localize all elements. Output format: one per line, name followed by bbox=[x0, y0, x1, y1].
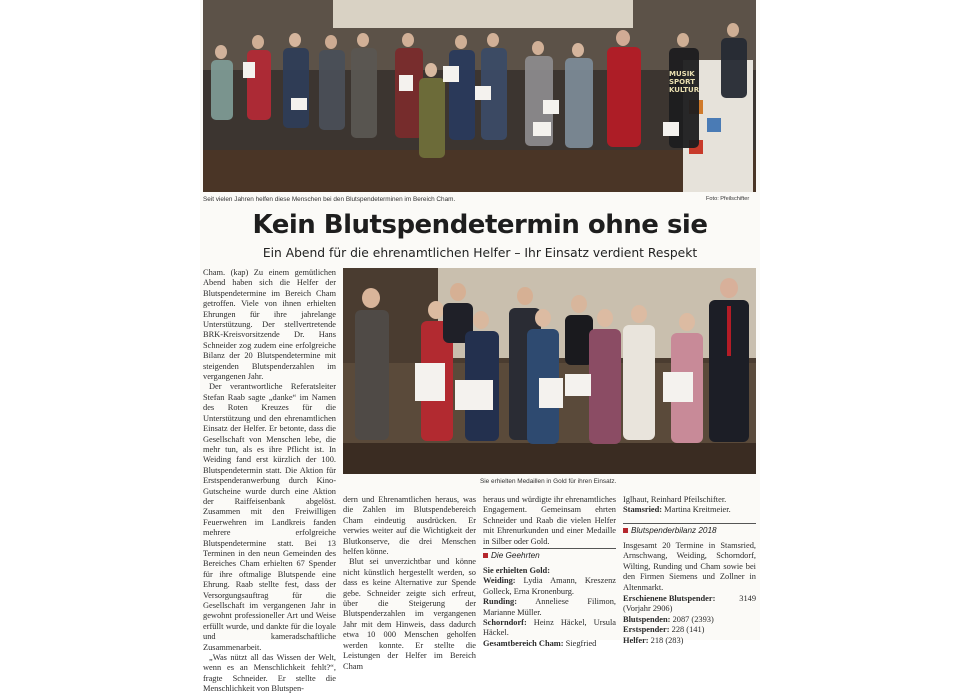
bilanz-row bbox=[623, 604, 756, 614]
red-square-marker bbox=[483, 553, 488, 558]
middle-photo-caption: Sie erhielten Medaillen in Gold für ihren Einsatz. bbox=[480, 478, 617, 485]
bilanz-row bbox=[623, 625, 756, 635]
bilanz-row-value: 218 (283) bbox=[650, 635, 684, 645]
geehrte-entry-label: Weiding: bbox=[483, 576, 516, 586]
shirt-print-line3: KULTUR bbox=[669, 86, 700, 94]
bilanz-row-value: 228 (141) bbox=[671, 625, 705, 635]
shirt-print-line2: SPORT bbox=[669, 78, 695, 86]
col1-paragraph-2: Der verantwortliche Referatsleiter Stefan Raab sagte „danke“ im Namen des Roten Kreuzes für die Unterstützung und den ehrenamtlichen Einsatz der Helfer. Er betonte, dass die Gesellschaft von Menschen lebe, die mehr tun, als es ihre Pflicht ist. In Weiding fand erst kürzlich der 100. Blutspendetermin statt. Die Aktion für Erstspenderanwerbung durch Kino-Gutscheine wurde durch eine Aktion der Raiffeisenbank abgelöst. Zusammen mit den Freiwilligen Feuerwehren im Landkreis fanden mehrere erfolgreiche Blutspendetermine statt. Bei 13 Terminen in den neun Gemeinden des Bereiches Cham erhielten 67 Spender für ihre oftmalige Blutspende eine Ehrung. Raab stellte fest, dass der Versorgungsauftrag für die Gesellschaft im vergangenen Jahr in gewohnt professioneller Art und Weise erfüllt wurde, und dankte für die loyale und kameradschaftliche Zusammenarbeit. bbox=[203, 382, 336, 652]
col3-paragraph-1: heraus und würdigte ihr ehrenamtliches Engagement. Gemeinsam ehrten Schneider und Raab die vielen Helfer mit Ehrenurkunden und einer Medaille in Silber oder Gold. bbox=[483, 495, 616, 546]
bilanz-row-label: Erstspender: bbox=[623, 625, 670, 635]
article-column-1 bbox=[203, 268, 336, 694]
geehrte-entry-text: Heinz Häckel, Ursula Häckel. bbox=[483, 618, 617, 638]
article-column-4 bbox=[623, 495, 756, 523]
col2-paragraph-2: Blut sei unverzichtbar und könne nicht künstlich hergestellt werden, so dass es keine Alternative zur Spende gebe. Schneider zeigte sich erfreut, über die Steigerung der Blutspenderzahlen im vergangenen Jahr mit dem Hinweis, dass dadurch etwa 10 000 Menschen geholfen werden konnte. Er stellte die Leistungen der Helfer im Bereich Cham bbox=[343, 557, 476, 671]
col4-stamsried bbox=[623, 505, 756, 515]
stamsried-text: Martina Kreitmeier. bbox=[664, 505, 731, 515]
bilanz-intro-text: Insgesamt 20 Termine in Stamsried, Arnschwang, Weiding, Schorndorf, Wilting, Runding und Cham sowie bei den Firmen Siemens und Zollner in Altenmarkt. bbox=[623, 541, 756, 592]
geehrte-entry bbox=[483, 597, 616, 618]
geehrte-entry-label: Schorndorf: bbox=[483, 618, 527, 628]
geehrte-entry bbox=[483, 576, 616, 597]
bilanz-row bbox=[623, 594, 756, 604]
bilanz-row-label: Helfer: bbox=[623, 635, 649, 645]
bilanz-box-top-rule bbox=[623, 523, 756, 524]
shirt-print-line1: MUSIK bbox=[669, 70, 695, 78]
bilanz-box-stats bbox=[623, 594, 756, 645]
geehrte-box-top-rule bbox=[483, 548, 616, 549]
top-group-photo bbox=[203, 0, 756, 192]
col1-paragraph-1: Cham. (kap) Zu einem gemütlichen Abend haben sich die Helfer der Blutspendetermine im Bereich Cham getroffen. Viele von ihnen erhielten Ehrungen für ihre jahrelange Unterstützung. Der stellvertretende BRK-Kreisvorsitzende Dr. Hans Schneider zog zudem eine erfolgreiche Bilanz der 20 Blutspendetermine mit steigenden Blutspenderzahlen im vergangenen Jahr. bbox=[203, 268, 336, 382]
bilanz-row-value: (Vorjahr 2906) bbox=[623, 604, 673, 614]
bilanz-row-label: Erschienene Blutspender: bbox=[623, 594, 716, 603]
geehrte-box-list bbox=[483, 566, 617, 648]
bilanz-row-value: 2087 (2393) bbox=[672, 614, 714, 624]
bilanz-box-intro bbox=[623, 541, 756, 593]
geehrte-box-title bbox=[483, 551, 540, 560]
geehrte-entry bbox=[483, 639, 616, 649]
geehrte-entry-label: Gesamtbereich Cham: bbox=[483, 638, 564, 648]
article-column-3 bbox=[483, 495, 616, 555]
headline: Kein Blutspendetermin ohne sie bbox=[252, 210, 708, 240]
stamsried-label: Stamsried: bbox=[623, 505, 663, 515]
geehrte-entry-text: Lydia Amann, Kreszenz Golleck, Erna Kronenburg. bbox=[483, 576, 616, 596]
red-square-marker bbox=[623, 528, 628, 533]
bilanz-row-label: Blutspenden: bbox=[623, 614, 671, 624]
bilanz-row bbox=[623, 636, 756, 646]
geehrte-entry-text: Anneliese Filimon, Marianne Müller. bbox=[483, 597, 616, 617]
geehrte-entry bbox=[483, 618, 616, 639]
col4-continuation: Iglhaut, Reinhard Pfeilschifter. bbox=[623, 495, 727, 504]
bilanz-row bbox=[623, 615, 756, 625]
medal-recipients-photo bbox=[343, 268, 756, 474]
col2-paragraph-1: dern und Ehrenamtlichen heraus, was die Zahlen im Blutspendebereich Cham eindeutig ausdrücken. Er verwies weiter auf die Wichtigkeit der Blutkonserve, die drei Menschen helfen könne. bbox=[343, 495, 476, 557]
article-column-2 bbox=[343, 495, 476, 671]
top-photo-caption: Seit vielen Jahren helfen diese Menschen bei den Blutspendeterminen im Bereich Cham. bbox=[203, 196, 456, 203]
col1-paragraph-3: „Was nützt all das Wissen der Welt, wenn es an Menschlichkeit fehlt?“, fragte Schneider. Er stellte die Menschlichkeit von Blutspen- bbox=[203, 653, 336, 694]
subheadline: Ein Abend für die ehrenamtlichen Helfer – Ihr Einsatz verdient Respekt bbox=[262, 246, 698, 260]
bilanz-row-value: 3149 bbox=[739, 594, 756, 603]
bilanz-title-text: Blutspenderbilanz 2018 bbox=[631, 526, 717, 535]
geehrte-title-text: Die Geehrten bbox=[491, 551, 540, 560]
geehrte-entry bbox=[483, 566, 616, 576]
geehrte-entry-label: Runding: bbox=[483, 597, 517, 607]
bilanz-box-title bbox=[623, 526, 717, 535]
geehrte-entry-text: Siegfried bbox=[565, 638, 597, 648]
top-photo-credit: Foto: Pfeilschifter bbox=[706, 196, 750, 202]
geehrte-entry-label: Sie erhielten Gold: bbox=[483, 566, 550, 575]
